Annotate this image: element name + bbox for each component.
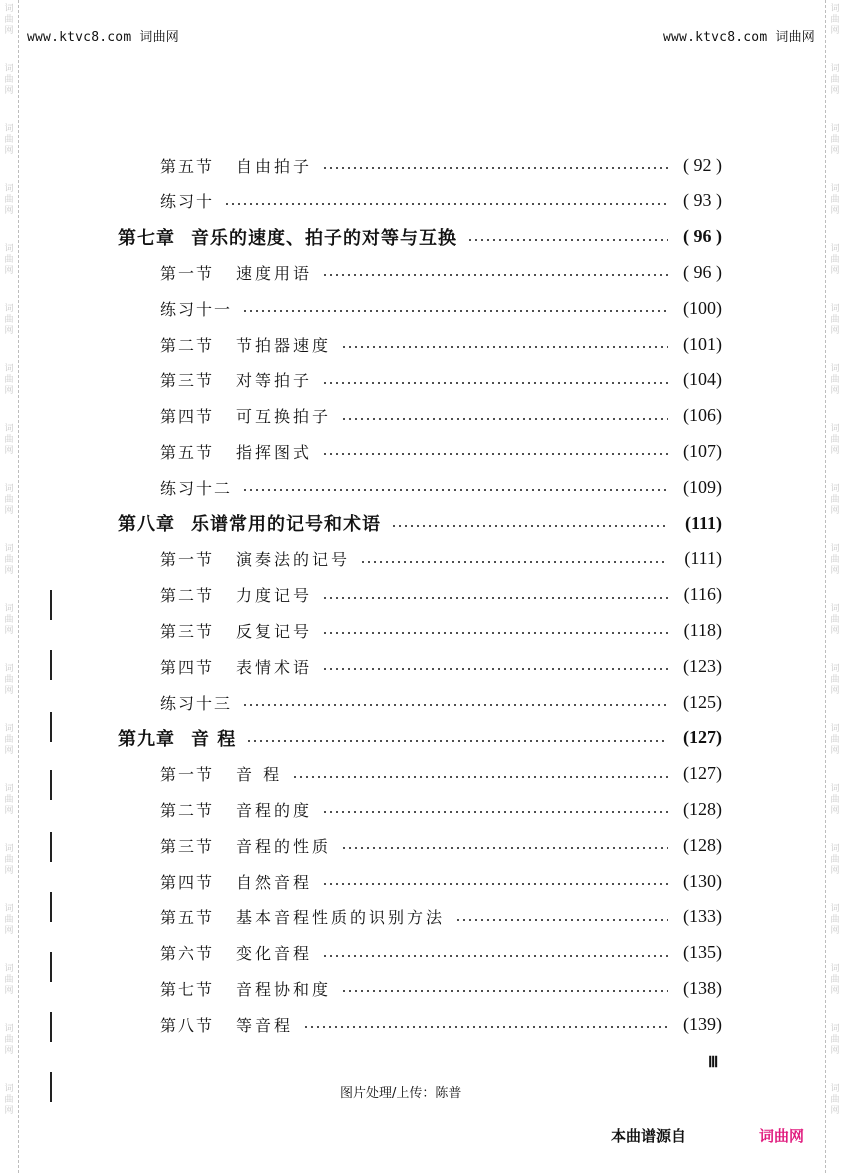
- toc-entry-number: 第八章: [118, 514, 175, 535]
- toc-page-number: ( 92 ): [683, 154, 722, 175]
- watermark-glyph: 网: [830, 566, 840, 576]
- toc-page-number: (138): [683, 977, 722, 998]
- scan-artifact-line: [50, 1072, 52, 1102]
- watermark-glyph-stack: [826, 720, 844, 780]
- watermark-glyph-stack: [826, 780, 844, 840]
- watermark-glyph: 曲: [4, 675, 14, 685]
- watermark-glyph: 曲: [4, 615, 14, 625]
- toc-section-row[interactable]: [160, 938, 722, 968]
- watermark-glyph-stack: [826, 120, 844, 180]
- watermark-glyph: 网: [830, 806, 840, 816]
- watermark-glyph: 网: [4, 866, 14, 876]
- watermark-glyph: 曲: [4, 1035, 14, 1045]
- watermark-glyph: 词: [4, 964, 14, 974]
- watermark-glyph: 曲: [4, 735, 14, 745]
- watermark-glyph: 词: [4, 244, 14, 254]
- watermark-glyph: 网: [830, 626, 840, 636]
- toc-entry-number: 第四节: [160, 872, 215, 892]
- watermark-glyph-stack: [826, 1020, 844, 1080]
- toc-leader-dots: [341, 346, 668, 348]
- watermark-glyph: 网: [830, 926, 840, 936]
- watermark-glyph: 词: [830, 304, 840, 314]
- toc-entry-title: 速度用语: [236, 263, 313, 283]
- toc-leader-dots: [292, 776, 668, 778]
- watermark-glyph: 网: [830, 746, 840, 756]
- toc-section-row[interactable]: [160, 794, 722, 824]
- watermark-glyph: 曲: [4, 375, 14, 385]
- watermark-glyph: 词: [830, 664, 840, 674]
- watermark-glyph: 网: [4, 986, 14, 996]
- scan-artifact-line: [50, 770, 52, 800]
- toc-section-row[interactable]: [160, 401, 722, 431]
- scan-artifact-line: [50, 832, 52, 862]
- watermark-glyph: 曲: [4, 255, 14, 265]
- scan-artifact-line: [50, 650, 52, 680]
- watermark-glyph: 词: [4, 1024, 14, 1034]
- toc-entry-number: 练习十三: [160, 693, 233, 713]
- watermark-glyph: 网: [830, 146, 840, 156]
- upload-credit: 图片处理/上传：陈普: [340, 1086, 462, 1101]
- watermark-glyph: 网: [830, 266, 840, 276]
- watermark-glyph-stack: [0, 0, 18, 60]
- watermark-glyph: 词: [4, 304, 14, 314]
- toc-section-row[interactable]: [160, 651, 722, 681]
- watermark-glyph: 网: [4, 626, 14, 636]
- toc-entry-number: 第四节: [160, 657, 215, 677]
- toc-section-row[interactable]: [160, 973, 722, 1003]
- watermark-glyph: 网: [830, 446, 840, 456]
- toc-entry-number: 第四节: [160, 407, 215, 427]
- header-left-url-text: www.ktvc8.com: [27, 30, 132, 45]
- watermark-glyph-stack: [826, 360, 844, 420]
- toc-leader-dots: [322, 167, 668, 169]
- toc-leader-dots: [322, 597, 668, 599]
- watermark-glyph: 曲: [4, 435, 14, 445]
- watermark-glyph: 曲: [4, 795, 14, 805]
- watermark-glyph: 曲: [830, 795, 840, 805]
- watermark-glyph-stack: [826, 900, 844, 960]
- toc-entry-number: 练习十一: [160, 299, 233, 319]
- toc-entry-title: 表情术语: [236, 657, 313, 677]
- watermark-glyph: 词: [4, 604, 14, 614]
- toc-entry-number: 练习十二: [160, 478, 233, 498]
- toc-chapter-row[interactable]: [118, 508, 722, 538]
- toc-entry-number: 第七章: [118, 227, 175, 249]
- watermark-glyph: 网: [4, 746, 14, 756]
- watermark-glyph-stack: [0, 600, 18, 660]
- watermark-glyph: 网: [4, 86, 14, 96]
- watermark-glyph-stack: [0, 660, 18, 720]
- toc-leader-dots: [322, 632, 668, 634]
- watermark-glyph: 网: [4, 506, 14, 516]
- toc-leader-dots: [322, 955, 668, 957]
- toc-entry-title: 等音程: [236, 1015, 294, 1035]
- toc-entry-title: 指挥图式: [236, 442, 313, 462]
- watermark-glyph-stack: [0, 120, 18, 180]
- toc-entry-title: 力度记号: [236, 586, 313, 606]
- watermark-glyph-stack: [826, 180, 844, 240]
- watermark-glyph: 词: [4, 484, 14, 494]
- toc-page-number: (107): [683, 440, 722, 461]
- watermark-glyph-stack: [826, 960, 844, 1020]
- toc-section-row[interactable]: [160, 615, 722, 645]
- watermark-glyph: 词: [4, 364, 14, 374]
- toc-leader-dots: [246, 740, 668, 742]
- toc-entry-number: 第三节: [160, 621, 215, 641]
- watermark-glyph: 网: [4, 206, 14, 216]
- toc-section-row[interactable]: [160, 544, 722, 574]
- toc-entry-title: 演奏法的记号: [236, 550, 351, 570]
- toc-entry-title: 变化音程: [236, 944, 313, 964]
- toc-leader-dots: [242, 310, 668, 312]
- watermark-glyph: 网: [830, 866, 840, 876]
- toc-entry-number: 第八节: [160, 1015, 215, 1035]
- watermark-glyph: 曲: [830, 1095, 840, 1105]
- toc-section-row[interactable]: [160, 830, 722, 860]
- watermark-glyph: 网: [4, 686, 14, 696]
- toc-entry-number: 第二节: [160, 586, 215, 606]
- toc-entry-number: 第九章: [118, 728, 175, 750]
- toc-page-number: (111): [684, 512, 722, 533]
- toc-chapter-row[interactable]: [118, 723, 722, 753]
- watermark-glyph-stack: [0, 1020, 18, 1080]
- watermark-glyph: 曲: [830, 15, 840, 25]
- watermark-glyph: 网: [4, 806, 14, 816]
- watermark-glyph-stack: [0, 840, 18, 900]
- toc-page-number: (109): [683, 476, 722, 497]
- watermark-glyph: 词: [4, 904, 14, 914]
- watermark-glyph: 曲: [830, 315, 840, 325]
- watermark-glyph-stack: [826, 420, 844, 480]
- watermark-glyph: 曲: [830, 915, 840, 925]
- watermark-glyph: 网: [830, 386, 840, 396]
- toc-page-number: (101): [683, 333, 722, 354]
- watermark-glyph-stack: [826, 840, 844, 900]
- toc-section-row[interactable]: [160, 329, 722, 359]
- toc-section-row[interactable]: [160, 365, 722, 395]
- toc-page-number: (111): [684, 548, 722, 569]
- toc-entry-number: 练习十: [160, 192, 215, 212]
- watermark-glyph: 曲: [4, 495, 14, 505]
- toc-section-row[interactable]: [160, 257, 722, 287]
- scan-artifact-line: [50, 1012, 52, 1042]
- toc-entry-number: 第五节: [160, 156, 215, 176]
- toc-entry-title: 可互换拍子: [236, 407, 332, 427]
- toc-entry-title: 音 程: [191, 728, 237, 750]
- watermark-glyph: 曲: [4, 75, 14, 85]
- toc-entry-number: 第二节: [160, 335, 215, 355]
- toc-section-row[interactable]: [160, 293, 722, 323]
- watermark-glyph: 曲: [4, 975, 14, 985]
- toc-page-number: (106): [683, 405, 722, 426]
- watermark-glyph-stack: [826, 600, 844, 660]
- toc-section-row[interactable]: [160, 866, 722, 896]
- watermark-glyph: 词: [4, 64, 14, 74]
- watermark-glyph: 网: [830, 506, 840, 516]
- source-site-link[interactable]: 词曲网: [759, 1127, 805, 1145]
- watermark-glyph: 曲: [830, 435, 840, 445]
- toc-page-number: (100): [683, 297, 722, 318]
- toc-leader-dots: [322, 668, 668, 670]
- watermark-glyph: 词: [4, 424, 14, 434]
- watermark-glyph: 曲: [4, 915, 14, 925]
- toc-leader-dots: [303, 1026, 668, 1028]
- watermark-glyph: 词: [4, 4, 14, 14]
- watermark-glyph: 词: [830, 1084, 840, 1094]
- toc-section-row[interactable]: [160, 186, 722, 216]
- watermark-glyph: 网: [830, 686, 840, 696]
- toc-entry-title: 基本音程性质的识别方法: [236, 908, 446, 928]
- watermark-glyph-stack: [0, 540, 18, 600]
- watermark-glyph: 曲: [830, 615, 840, 625]
- toc-section-row[interactable]: [160, 759, 722, 789]
- watermark-glyph: 网: [4, 566, 14, 576]
- watermark-glyph: 网: [4, 1046, 14, 1056]
- watermark-glyph: 网: [830, 206, 840, 216]
- toc-entry-title: 音程协和度: [236, 979, 332, 999]
- watermark-glyph: 曲: [830, 1035, 840, 1045]
- watermark-glyph: 网: [4, 146, 14, 156]
- watermark-glyph-stack: [826, 540, 844, 600]
- watermark-glyph: 网: [830, 1046, 840, 1056]
- toc-section-row[interactable]: [160, 902, 722, 932]
- watermark-glyph: 词: [4, 664, 14, 674]
- watermark-glyph: 词: [830, 4, 840, 14]
- toc-page-number: (127): [683, 763, 722, 784]
- toc-section-row[interactable]: [160, 1009, 722, 1039]
- watermark-glyph-stack: [0, 480, 18, 540]
- toc-page-number: ( 96 ): [683, 226, 722, 247]
- watermark-glyph: 曲: [830, 975, 840, 985]
- watermark-glyph: 曲: [4, 195, 14, 205]
- scan-artifact-line: [50, 892, 52, 922]
- watermark-glyph-stack: [0, 900, 18, 960]
- toc-entry-number: 第二节: [160, 800, 215, 820]
- watermark-glyph: 曲: [4, 15, 14, 25]
- watermark-glyph-stack: [826, 240, 844, 300]
- toc-entry-number: 第五节: [160, 908, 215, 928]
- watermark-glyph: 曲: [830, 735, 840, 745]
- toc-entry-title: 自由拍子: [236, 156, 313, 176]
- watermark-glyph-stack: [826, 0, 844, 60]
- watermark-glyph: 词: [4, 844, 14, 854]
- watermark-glyph: 词: [830, 604, 840, 614]
- toc-entry-number: 第三节: [160, 836, 215, 856]
- toc-leader-dots: [322, 453, 668, 455]
- toc-entry-number: 第一节: [160, 765, 215, 785]
- watermark-glyph: 曲: [830, 495, 840, 505]
- watermark-glyph: 词: [4, 124, 14, 134]
- toc-section-row[interactable]: [160, 436, 722, 466]
- watermark-glyph: 曲: [4, 315, 14, 325]
- toc-page-number: (130): [683, 870, 722, 891]
- watermark-glyph: 词: [4, 544, 14, 554]
- toc-page-number: (128): [683, 798, 722, 819]
- watermark-glyph: 词: [4, 1084, 14, 1094]
- watermark-glyph: 网: [830, 1106, 840, 1116]
- watermark-glyph-stack: [0, 180, 18, 240]
- watermark-glyph-stack: [0, 60, 18, 120]
- watermark-glyph-stack: [0, 780, 18, 840]
- watermark-glyph-stack: [826, 480, 844, 540]
- watermark-glyph-stack: [0, 720, 18, 780]
- watermark-glyph-stack: [0, 240, 18, 300]
- toc-page-number: ( 93 ): [683, 190, 722, 211]
- toc-leader-dots: [322, 382, 668, 384]
- watermark-glyph: 曲: [830, 75, 840, 85]
- toc-page-number: (104): [683, 369, 722, 390]
- watermark-glyph: 曲: [830, 195, 840, 205]
- watermark-glyph: 曲: [4, 135, 14, 145]
- watermark-glyph: 词: [830, 1024, 840, 1034]
- toc-entry-title: 对等拍子: [236, 371, 313, 391]
- scan-artifact-line: [50, 712, 52, 742]
- watermark-glyph: 词: [830, 424, 840, 434]
- watermark-glyph-stack: [826, 660, 844, 720]
- toc-leader-dots: [391, 525, 668, 527]
- toc-page-number: (133): [683, 906, 722, 927]
- watermark-glyph: 词: [4, 724, 14, 734]
- toc-page-number: (125): [683, 691, 722, 712]
- watermark-glyph: 词: [830, 904, 840, 914]
- watermark-glyph: 词: [830, 544, 840, 554]
- roman-page-number: Ⅲ: [708, 1055, 718, 1071]
- watermark-glyph: 网: [4, 926, 14, 936]
- watermark-glyph: 网: [830, 326, 840, 336]
- watermark-glyph: 词: [830, 844, 840, 854]
- left-watermark-strip: [0, 0, 19, 1173]
- watermark-glyph: 词: [830, 964, 840, 974]
- toc-entry-title: 自然音程: [236, 872, 313, 892]
- watermark-glyph: 网: [830, 86, 840, 96]
- toc-leader-dots: [242, 489, 668, 491]
- scan-artifact-line: [50, 952, 52, 982]
- toc-entry-title: 音程的度: [236, 800, 313, 820]
- watermark-glyph: 词: [4, 784, 14, 794]
- toc-page-number: ( 96 ): [683, 261, 722, 282]
- toc-entry-number: 第五节: [160, 442, 215, 462]
- header-right-site-name: 词曲网: [775, 30, 815, 45]
- toc-page-number: (116): [683, 584, 722, 605]
- toc-entry-number: 第七节: [160, 979, 215, 999]
- watermark-glyph: 曲: [830, 255, 840, 265]
- toc-leader-dots: [360, 561, 668, 563]
- toc-leader-dots: [224, 203, 668, 205]
- scan-artifact-line: [50, 590, 52, 620]
- toc-section-row[interactable]: [160, 580, 722, 610]
- source-label: 本曲谱源自: [611, 1127, 687, 1145]
- toc-section-row[interactable]: [160, 150, 722, 180]
- toc-entry-title: 音程的性质: [236, 836, 332, 856]
- watermark-glyph-stack: [826, 1080, 844, 1140]
- header-left-site-name: 词曲网: [139, 30, 179, 45]
- watermark-glyph: 曲: [4, 555, 14, 565]
- watermark-glyph: 网: [4, 386, 14, 396]
- watermark-glyph: 网: [4, 1106, 14, 1116]
- toc-leader-dots: [341, 990, 668, 992]
- toc-leader-dots: [242, 704, 668, 706]
- watermark-glyph: 词: [830, 184, 840, 194]
- watermark-glyph-stack: [0, 300, 18, 360]
- toc-page-number: (127): [683, 727, 722, 748]
- watermark-glyph-stack: [826, 60, 844, 120]
- header-right-url[interactable]: [663, 26, 815, 45]
- watermark-glyph: 词: [830, 484, 840, 494]
- watermark-glyph: 网: [4, 326, 14, 336]
- watermark-glyph: 曲: [830, 135, 840, 145]
- watermark-glyph: 网: [4, 446, 14, 456]
- watermark-glyph: 网: [4, 266, 14, 276]
- toc-leader-dots: [322, 811, 668, 813]
- toc-leader-dots: [341, 847, 668, 849]
- toc-entry-title: 乐谱常用的记号和术语: [191, 514, 381, 535]
- watermark-glyph: 曲: [830, 375, 840, 385]
- header-right-url-text: www.ktvc8.com: [663, 30, 768, 45]
- toc-section-row[interactable]: [160, 687, 722, 717]
- header-left-url[interactable]: [27, 26, 179, 45]
- toc-entry-title: 音乐的速度、拍子的对等与互换: [191, 227, 457, 249]
- toc-entry-number: 第一节: [160, 550, 215, 570]
- watermark-glyph: 词: [830, 364, 840, 374]
- toc-page-number: (135): [683, 942, 722, 963]
- watermark-glyph: 网: [830, 986, 840, 996]
- toc-leader-dots: [322, 274, 668, 276]
- watermark-glyph: 曲: [4, 855, 14, 865]
- right-watermark-strip: [825, 0, 844, 1173]
- watermark-glyph: 网: [4, 26, 14, 36]
- watermark-glyph: 词: [830, 124, 840, 134]
- watermark-glyph: 词: [830, 784, 840, 794]
- toc-section-row[interactable]: [160, 472, 722, 502]
- watermark-glyph-stack: [0, 360, 18, 420]
- toc-entry-number: 第三节: [160, 371, 215, 391]
- toc-page-number: (123): [683, 655, 722, 676]
- toc-leader-dots: [341, 418, 668, 420]
- toc-entry-title: 音 程: [236, 765, 283, 785]
- toc-entry-number: 第六节: [160, 944, 215, 964]
- watermark-glyph-stack: [0, 960, 18, 1020]
- toc-chapter-row[interactable]: [118, 222, 722, 252]
- watermark-glyph: 词: [830, 64, 840, 74]
- watermark-glyph: 网: [830, 26, 840, 36]
- toc-leader-dots: [467, 239, 668, 241]
- watermark-glyph: 曲: [830, 675, 840, 685]
- watermark-glyph: 词: [830, 724, 840, 734]
- toc-entry-title: 节拍器速度: [236, 335, 332, 355]
- watermark-glyph-stack: [0, 1080, 18, 1140]
- watermark-glyph-stack: [826, 300, 844, 360]
- watermark-glyph: 曲: [4, 1095, 14, 1105]
- toc-page-number: (118): [683, 619, 722, 640]
- toc-leader-dots: [322, 883, 668, 885]
- watermark-glyph: 词: [830, 244, 840, 254]
- toc-page-number: (128): [683, 834, 722, 855]
- watermark-glyph: 曲: [830, 855, 840, 865]
- toc-entry-number: 第一节: [160, 263, 215, 283]
- watermark-glyph: 词: [4, 184, 14, 194]
- watermark-glyph: 曲: [830, 555, 840, 565]
- watermark-glyph-stack: [0, 420, 18, 480]
- toc-page-number: (139): [683, 1013, 722, 1034]
- toc-entry-title: 反复记号: [236, 621, 313, 641]
- toc-leader-dots: [455, 919, 668, 921]
